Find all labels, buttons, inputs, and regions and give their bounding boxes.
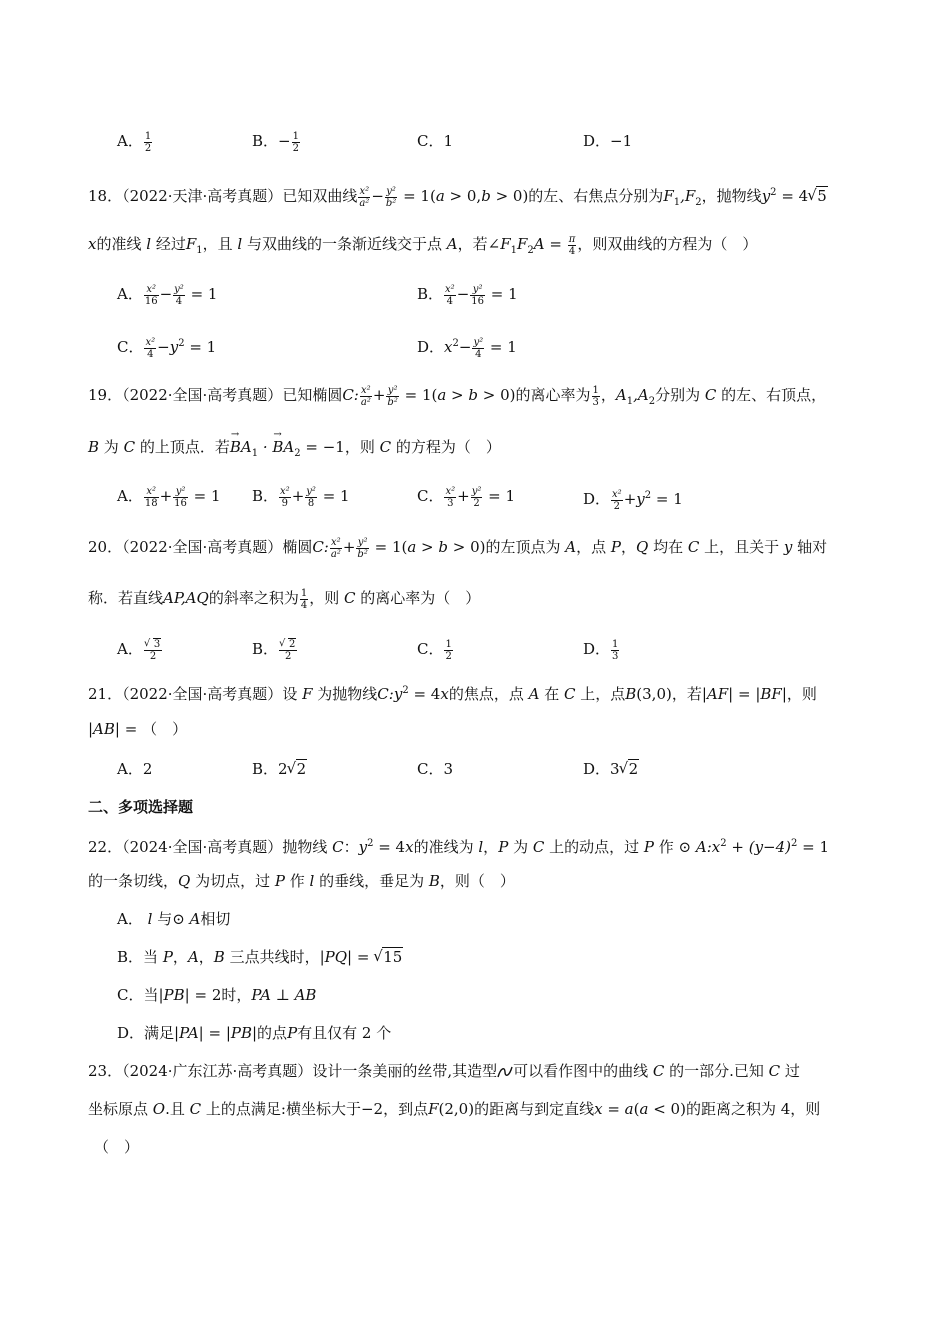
q21-option-d: D．3√ 2: [583, 758, 639, 780]
q18-line-2: x的准线 l 经过$F_1$，且 l 与双曲线的一条渐近线交于点 A，若$\angle F_1F_2A$ = $\frac{\pi}{4}$ ，则双曲线的方程为（ ）: [88, 233, 758, 257]
q23-line-3: （ ）: [94, 1138, 140, 1156]
q20-line-1: 20．（2022·全国·高考真题）椭圆C: $\frac{\text{x²}}{\text{a²}}$ + $\frac{\text{y²}}{\text{b²}}$ = 1(a > b > 0)的左顶点为 A，点 P，Q 均在 C 上，且关于 y 轴对: [88, 536, 828, 560]
q21-option-a: A．2: [117, 760, 153, 778]
fraction: $\frac{1}{2}$: [292, 130, 299, 154]
q21-line-2: |AB| = （ ）: [88, 720, 188, 738]
q17-option-c: C．1: [417, 132, 454, 150]
q19-option-b: B． $\frac{\text{x²}}{9}$ + $\frac{\text{y²}}{8}$ = 1: [252, 485, 350, 509]
q20-option-a: A． √ $\frac{3}{2}$: [117, 638, 163, 662]
q19-option-a: A． $\frac{\text{x²}}{18}$ + $\frac{\text{y²}}{16}$ = 1: [117, 485, 221, 509]
q18-option-c: C． $\frac{\text{x²}}{4}$ $-y^2 = 1$: [117, 336, 217, 360]
q19-option-c: C． $\frac{\text{x²}}{3}$ + $\frac{\text{y²}}{2}$ = 1: [417, 485, 516, 509]
q19-line-2: B 为 C 的上顶点．若→ $BA_1$ · → $BA_2 = -1$，则 C 的方程为（ ）: [88, 436, 501, 465]
q22-option-a: A． l 与⊙ A相切: [117, 910, 231, 928]
q22-option-d: D．满足|PA| = |PB|的点P有且仅有 2 个: [117, 1024, 392, 1042]
q22-option-c: C．当|PB| = 2时，PA ⊥ AB: [117, 986, 317, 1004]
q18-option-b: B． $\frac{\text{x²}}{4}$ − $\frac{\text{y²}}{16}$ = 1: [417, 283, 518, 307]
q19-option-d: D． $\frac{\text{x²}}{2}$ $+y^2 = 1$: [583, 488, 683, 512]
q22-line-2: 的一条切线，Q 为切点，过 P 作 l 的垂线，垂足为 B，则（ ）: [88, 872, 515, 890]
q19-line-1: 19．（2022·全国·高考真题）已知椭圆C: $\frac{\text{x²}}{\text{a²}}$ + $\frac{\text{y²}}{\text{b²}}$ = 1(a > b > 0)的离心率为 $\frac{1}{3}$ ，$A_1,A_2$分别为 C 的左、右顶点，: [88, 384, 827, 408]
ribbon-icon: [497, 1065, 513, 1079]
q18-option-a: A． $\frac{\text{x²}}{16}$ − $\frac{\text{y²}}{4}$ = 1: [117, 283, 218, 307]
q17-option-a: A． $\frac{1}{2}$: [117, 130, 152, 154]
q22-option-b: B．当 P，A，B 三点共线时，|PQ| = √ 15: [117, 946, 403, 968]
q21-option-b: B．2√ 2: [252, 758, 307, 780]
q18-line-1: 18．（2022·天津·高考真题）已知双曲线 $\frac{\text{x²}}{\text{a²}}$ − $\frac{\text{y²}}{\text{b²}}$ = 1(a > 0,b > 0)的左、右焦点分别为$F_1,F_2$，抛物线$y^2 = 4√$ 5: [88, 182, 828, 214]
section-heading: 二、多项选择题: [88, 798, 194, 816]
q21-option-c: C．3: [417, 760, 454, 778]
q20-option-c: C． $\frac{1}{2}$: [417, 638, 452, 662]
q17-option-b: B．− $\frac{1}{2}$: [252, 130, 299, 154]
fraction: $\frac{1}{2}$: [144, 130, 152, 154]
q20-option-b: B． √ $\frac{2}{2}$: [252, 638, 298, 662]
q22-line-1: 22．（2024·全国·高考真题）抛物线 C：$y^2 = 4x$的准线为 l，P 为 C 上的动点，过 P 作 ⊙ $A:x^2 + (y-4)^2 = 1$: [88, 838, 830, 856]
q20-line-2: 称．若直线AP,AQ的斜率之积为 $\frac{1}{4}$ ，则 C 的离心率为（ ）: [88, 587, 481, 611]
q21-line-1: 21．（2022·全国·高考真题）设 F 为抛物线$C:y^2 = 4x$的焦点，点 A 在 C 上，点B(3,0)，若|AF| = |BF|，则: [88, 685, 817, 703]
q18-option-d: D．$x^2-$ $\frac{\text{y²}}{4}$ = 1: [417, 336, 517, 360]
q17-option-d: D．−1: [583, 132, 633, 150]
q23-line-2: 坐标原点 O.且 C 上的点满足:横坐标大于−2，到点F(2,0)的距离与到定直线x = a(a < 0)的距离之积为 4，则: [88, 1100, 821, 1118]
q23-line-1: 23．（2024·广东江苏·高考真题）设计一条美丽的丝带,其造型 可以看作图中的曲线 C 的一部分.已知 C 过: [88, 1062, 800, 1080]
q20-option-d: D． $\frac{1}{3}$: [583, 638, 619, 662]
